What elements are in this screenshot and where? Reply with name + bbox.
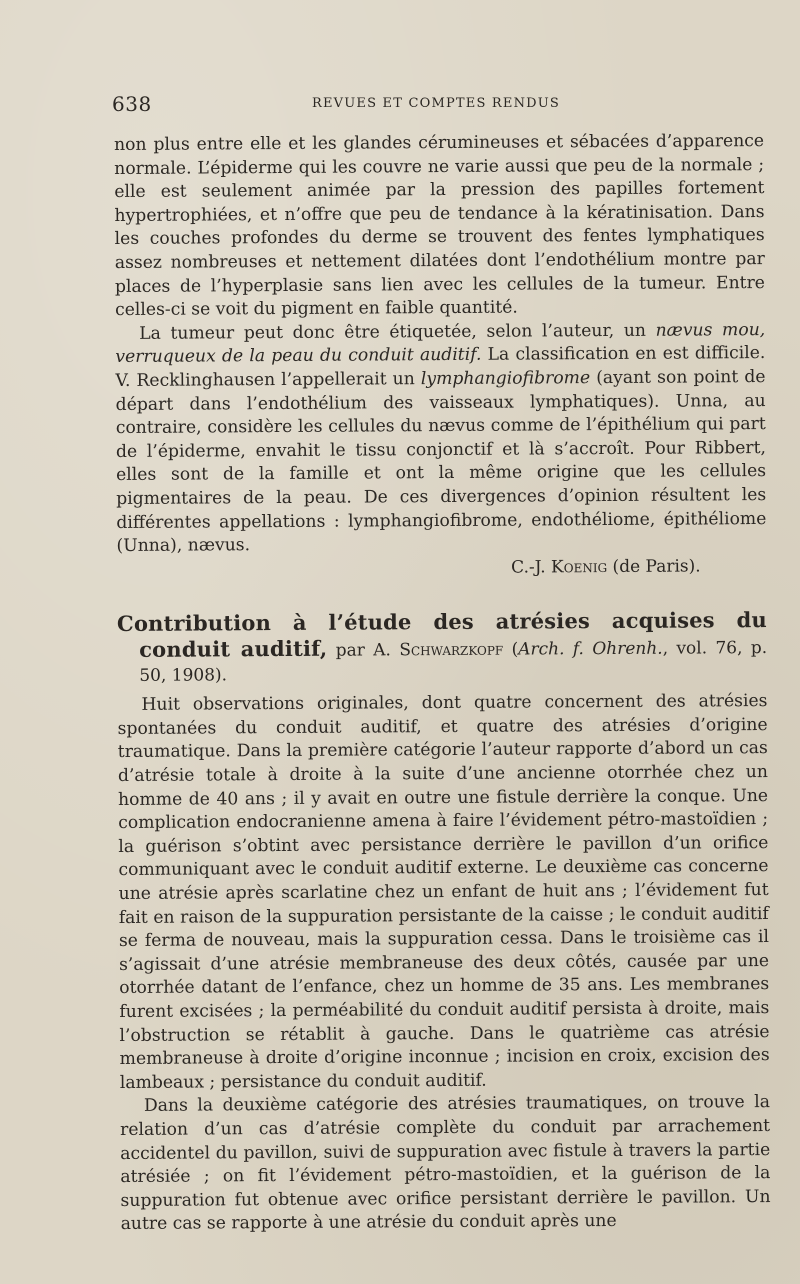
page-header [112, 92, 762, 122]
review2-title-block [117, 608, 767, 688]
signature-initials: C.-J. [511, 557, 552, 578]
review2-volume: , vol. 76, p. 50, 1908). [139, 638, 768, 687]
review1-p2-term: lymphangiofibrome [420, 368, 591, 390]
page-number: 638 [112, 92, 152, 116]
review2-title: Contribution à l’étude des atrésies acquises du conduit auditif, [116, 607, 768, 663]
review2-journal: Arch. f. Ohrenh. [518, 638, 663, 660]
review2-by: par A. [327, 640, 400, 661]
review2-source-open: ( [503, 639, 519, 660]
review1-paragraph-1: non plus entre elle et les glandes cérumineuses et sébacées d’apparence normale. L’épiderme qui les couvre ne varie aussi que peu de la normale ; elle est seulement animée par la pression des papilles fortement hypertrophiées, et n’offre que peu de tendance à la kératinisation. Dans les couches profondes du derme se trouvent des fentes lymphatiques assez nombreuses et nettement dilatées dont l’endothélium montre par places de l’hyperplasie sans lien avec les cellules de la tumeur. Entre celles-ci se voit du pigment en faible quantité. [114, 131, 765, 321]
signature-name: Koenig [550, 556, 608, 578]
review1-p2-text-a: La tumeur peut donc être étiquetée, selon l’auteur, un [139, 320, 656, 344]
review1-signature [117, 555, 767, 583]
review2-paragraph-1: Huit observations originales, dont quatre concernent des atrésies spontanées du conduit auditif, et quatre des atrésies d’origine traumatique. Dans la première catégorie l’auteur rapporte d’abord un cas d’atrésie totale à droite à la suite d’une ancienne otorrhée chez un homme de 40 ans ; il y avait en outre une fistule derrière la conque. Une complication endocranienne amena à faire l’évidement pétro-mastoïdien ; la guérison s’obtint avec persistance derrière le pavillon d’un orifice communiquant avec le conduit auditif externe. Le deuxième cas concerne une atrésie après scarlatine chez un enfant de huit ans ; l’évidement fut fait en raison de la suppuration persistante de la caisse ; le conduit auditif se ferma de nouveau, mais la suppuration cessa. Dans le troisième cas il s’agissait d’une atrésie membraneuse des deux côtés, causée par une otorrhée datant de l’enfance, chez un homme de 35 ans. Les membranes furent excisées ; la perméabilité du conduit auditif persista à droite, mais l’obstruction se rétablit à gauche. Dans le quatrième cas atrésie membraneuse à droite d’origine inconnue ; incision en croix, excision des lambeaux ; persistance du conduit auditif. [117, 691, 770, 1093]
review1-p2-text-e: (ayant son point de départ dans l’endothélium des vaisseaux lymphatiques). Unna, au contraire, considère les cellules du nævus comme de l’épithélium qui part de l’épiderme, envahit le tissu conjonctif et là s’accroît. Pour Ribbert, elles sont de la famille et ont la même origine que les cellules pigmentaires de la peau. De ces divergences d’opinion résultent les différentes appellations : lymphangiofibrome, endothéliome, épithéliome (Unna), nævus. [115, 366, 767, 557]
review2-author: Schwarzkopf [399, 639, 504, 661]
signature-place: (de Paris). [607, 556, 701, 577]
review1-p2-diagnosis: nævus mou, verruqueux de la peau du conduit auditif. [115, 319, 766, 368]
review1-paragraph-2 [115, 319, 766, 559]
running-head: REVUES ET COMPTES RENDUS [312, 96, 561, 111]
review2-paragraph-2: Dans la deuxième catégorie des atrésies traumatiques, on trouve la relation d’un cas d’atrésie complète du conduit par arrachement accidentel du pavillon, suivi de suppuration avec fistule à travers la partie atrésiée ; on fit l’évidement pétro-mastoïdien, et la guérison de la suppuration fut obtenue avec orifice persistant derrière le pavillon. Un autre cas se rapporte à une atrésie du conduit après une [120, 1092, 771, 1235]
page-body [114, 130, 771, 1237]
review1-p2-text-c: La classification en est difficile. V. Recklinghausen l’appellerait un [115, 343, 766, 391]
